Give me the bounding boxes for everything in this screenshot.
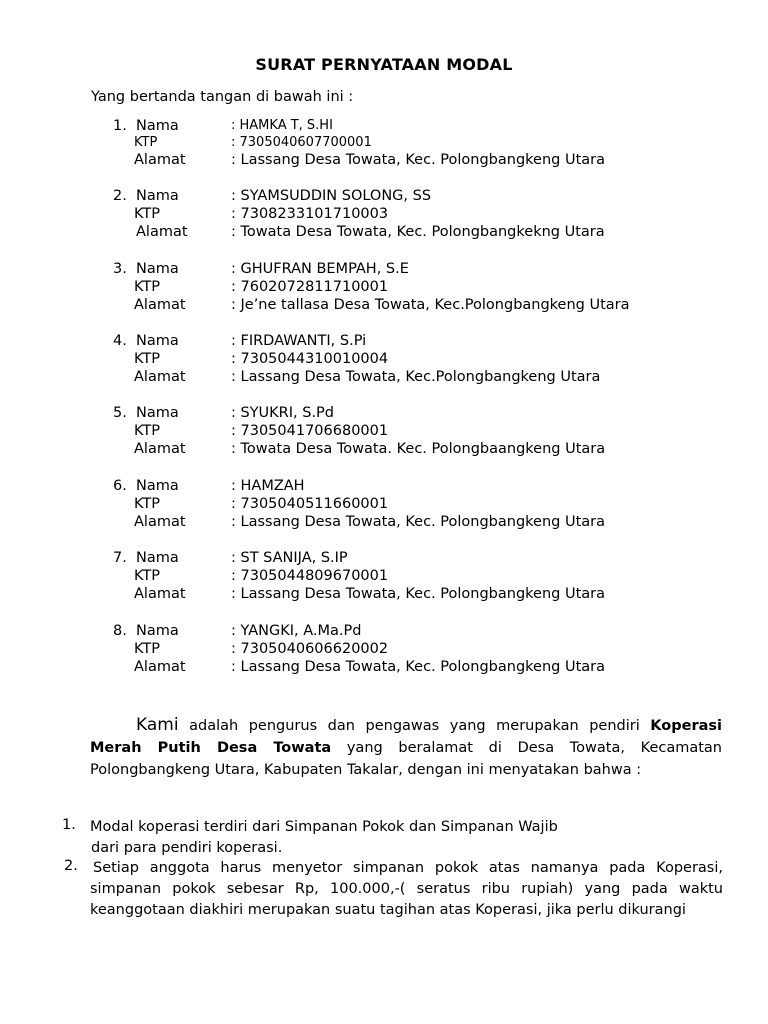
entry-number: 2.	[113, 188, 127, 204]
address-value: : Lassang Desa Towata, Kec. Polongbangkeng Utara	[231, 514, 605, 530]
name-label: Nama	[136, 623, 179, 639]
name-value: : SYAMSUDDIN SOLONG, SS	[231, 188, 432, 204]
ktp-label: KTP	[134, 351, 160, 367]
ktp-label: KTP	[134, 641, 160, 657]
address-label: Alamat	[134, 369, 186, 385]
ktp-label: KTP	[134, 279, 160, 295]
name-label: Nama	[136, 261, 179, 277]
point-text: Setiap anggota harus menyetor simpanan pokok atas namanya pada Koperasi, simpanan pokok sebesar Rp, 100.000,-( seratus ribu rupiah) yang pada waktu keanggotaan diakhiri merupakan suatu tagihan atas Koperasi, jika perlu dikurangi	[90, 860, 723, 918]
name-value: : HAMZAH	[231, 478, 305, 494]
name-label: Nama	[136, 333, 179, 349]
entry-number: 8.	[113, 623, 127, 639]
name-value: : SYUKRI, S.Pd	[231, 405, 335, 421]
address-value: : Towata Desa Towata, Kec. Polongbangkekng Utara	[231, 224, 605, 240]
ktp-value: : 7602072811710001	[231, 279, 389, 295]
address-value: : Je’ne tallasa Desa Towata, Kec.Polongbangkeng Utara	[231, 297, 630, 313]
statement-text-2: yang beralamat di Desa Towata, Kecamatan Polongbangkeng Utara, Kabupaten Takalar, dengan ini menyatakan bahwa :	[90, 740, 722, 778]
entry-number: 4.	[113, 333, 127, 349]
address-label: Alamat	[134, 659, 186, 675]
ktp-label: KTP	[134, 496, 160, 512]
name-label: Nama	[136, 188, 179, 204]
address-label: Alamat	[134, 586, 186, 602]
ktp-label: KTP	[134, 423, 160, 439]
point-line: Modal koperasi terdiri dari Simpanan Pokok dan Simpanan Wajib	[90, 819, 558, 835]
address-label: Alamat	[134, 152, 186, 168]
point-number: 2.	[64, 858, 78, 874]
entry-number: 1.	[113, 118, 127, 134]
entry-number: 6.	[113, 478, 127, 494]
name-label: Nama	[136, 405, 179, 421]
name-value: : FIRDAWANTI, S.Pi	[231, 333, 367, 349]
name-value: : YANGKI, A.Ma.Pd	[231, 623, 362, 639]
ktp-label: KTP	[134, 568, 160, 584]
address-label: Alamat	[136, 224, 188, 240]
address-label: Alamat	[134, 297, 186, 313]
name-value: : HAMKA T, S.HI	[231, 118, 333, 133]
point-number: 1.	[62, 817, 76, 833]
address-value: : Lassang Desa Towata, Kec. Polongbangkeng Utara	[231, 152, 605, 168]
ktp-value: : 7305040607700001	[231, 135, 372, 150]
entry-number: 3.	[113, 261, 127, 277]
name-label: Nama	[136, 478, 179, 494]
name-label: Nama	[136, 550, 179, 566]
address-value: : Lassang Desa Towata, Kec.Polongbangkeng Utara	[231, 369, 601, 385]
ktp-value: : 7305044809670001	[231, 568, 389, 584]
point-line: dari para pendiri koperasi.	[91, 840, 283, 856]
intro-text: Yang bertanda tangan di bawah ini :	[91, 89, 354, 105]
cooperative-name: Koperasi Merah Putih Desa Towata	[90, 718, 722, 756]
name-label: Nama	[136, 118, 179, 134]
statement-paragraph	[90, 714, 722, 781]
ktp-label: KTP	[134, 135, 158, 150]
statement-lead: Kami	[136, 715, 179, 735]
ktp-value: : 7305040606620002	[231, 641, 389, 657]
ktp-value: : 7308233101710003	[231, 206, 389, 222]
address-value: : Towata Desa Towata. Kec. Polongbaangkeng Utara	[231, 441, 606, 457]
ktp-value: : 7305040511660001	[231, 496, 389, 512]
entry-number: 5.	[113, 405, 127, 421]
ktp-label: KTP	[134, 206, 160, 222]
name-value: : ST SANIJA, S.IP	[231, 550, 348, 566]
ktp-value: : 7305044310010004	[231, 351, 389, 367]
statement-text-1: adalah pengurus dan pengawas yang merupakan pendiri	[178, 718, 651, 734]
address-label: Alamat	[134, 514, 186, 530]
address-value: : Lassang Desa Towata, Kec. Polongbangkeng Utara	[231, 586, 605, 602]
page-title: SURAT PERNYATAAN MODAL	[255, 55, 513, 74]
ktp-value: : 7305041706680001	[231, 423, 389, 439]
entry-number: 7.	[113, 550, 127, 566]
name-value: : GHUFRAN BEMPAH, S.E	[231, 261, 409, 277]
point-text	[90, 817, 610, 859]
address-value: : Lassang Desa Towata, Kec. Polongbangkeng Utara	[231, 659, 605, 675]
address-label: Alamat	[134, 441, 186, 457]
